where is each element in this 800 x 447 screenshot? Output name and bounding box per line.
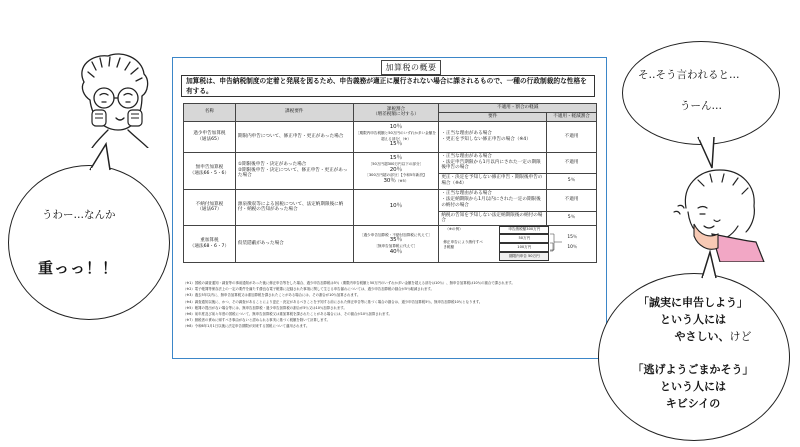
chart-box-100: 100万円 [499, 243, 549, 252]
row-requirement: ①期限後申告・決定があった場合 ②期限後申告・決定について、修正申告・更正があった場合 [235, 152, 353, 189]
header-name: 名称 [184, 104, 236, 122]
row-rate [353, 121, 439, 152]
row-name-sub: （通法65） [197, 136, 222, 142]
rate-note2: ［300万円超の部分］【令和5年新設】 [365, 173, 427, 178]
note-line: （※2）電子帳簿等保存法上の一定の要件を満たす優良な電子帳簿に記録された事項に関して生じる申告漏れについては、過少申告加算税の割合が5％軽減されます。 [183, 287, 434, 292]
left-bubble-line1: うわー…なんか [42, 209, 116, 221]
note-line: （※4）調査通知以後に、かつ、その調査があることにより更正・決定があるべきことを予知する前にされた修正申告等に基づく場合の割合は、過少申告加算税5％、無申告加算税10％となります。 [183, 299, 483, 304]
table-header-row [184, 104, 597, 113]
rate-note1: ［50万円超300万円以下の部分］ [368, 161, 424, 166]
row-name [184, 152, 236, 189]
right-bottom-line1: 「誠実に申告しよう」 [638, 296, 748, 309]
table-row [184, 226, 597, 263]
right-top-speech-bubble [622, 41, 780, 145]
note-line: （※1）国税の調査通知・調査等の事前通知があった後に修正申告等をした場合、過少申告加算税は5％（期限内申告税額と50万円のいずれか多い金額を超える部分は10％）、無申告加算税は10％の割合で課されます。 [183, 281, 515, 285]
row-name-label: 不納付加算税 [195, 201, 224, 207]
rate-note1: ［過少申告加算税・不納付加算税に代えて］ [360, 232, 432, 237]
row-rate [353, 226, 439, 263]
rate-bottom-value: 30％ [383, 178, 396, 185]
rate-top: 10％ [389, 124, 403, 130]
right-bottom-text [603, 294, 783, 412]
left-speech-bubble [8, 165, 170, 320]
header-rate [353, 104, 439, 122]
left-bubble-line2: 重っっ！！ [38, 259, 119, 277]
right-bottom-bubble-tail [696, 250, 726, 280]
right-top-line2: うーん… [680, 100, 722, 112]
row-name-label: 無申告加算税 [195, 164, 224, 170]
rate-top: 15％ [389, 155, 403, 162]
row-rate: 10％ [353, 189, 439, 226]
row-exempt-rate: 不適用 [547, 152, 597, 173]
chart-box-50: 50万円 [499, 234, 549, 243]
document-intro: 加算税は、申告納税制度の定着と発展を図るため、申告義務が適正に履行されない場合に課されるもので、一種の行政制裁的な性格を有する。 [181, 75, 595, 97]
row-requirement: 仮装隠蔽があった場合 [235, 226, 353, 263]
right-bottom-line2: という人には [660, 313, 726, 326]
row-exempt-rate: 不適用 [547, 189, 597, 211]
row-rate [353, 152, 439, 189]
chart-box-filed: 期限内申告 50万円 [499, 252, 549, 261]
right-bottom-line6: キビシイの [665, 397, 721, 410]
row-exempt-req: ・正当な理由がある場合 ・法定納期限から1月以内にされた一定の期限後の納付の場合 [439, 189, 547, 211]
document-title: 加算税の概要 [381, 60, 441, 75]
table-row [184, 152, 597, 173]
right-top-line1: そ‥そう言われると… [638, 69, 740, 81]
rate-note: ［期限内申告税額と50万円のいずれか多い金額を超える部分］（※） [355, 130, 436, 141]
row-name-label: 過少申告加算税 [193, 130, 226, 136]
tax-overview-document [172, 57, 607, 359]
woman-character-illustration [664, 162, 774, 262]
note-line: （※6）前年度及び前々年度の国税について、無申告加算税又は重加算税を課されたことがある場合には、その割合が10％加算されます。 [183, 312, 392, 317]
header-rate-label: 課税割合 [386, 106, 406, 112]
man-character-illustration [62, 48, 162, 148]
row-exempt-req: ・正当な理由がある場合 ・更正を予知しない修正申告の場合（※4） [439, 121, 547, 152]
note-line: （※8）令和6年1月1日以後に法定申告期限が到来する国税について適用されます。 [183, 324, 310, 329]
row-name-sub: （通法68・6・7） [189, 244, 230, 250]
rate-bottom: 15％ [389, 141, 403, 148]
right-bottom-line5: という人には [660, 380, 726, 393]
chart-example-label: （※の例） [445, 227, 463, 232]
chart-brackets [549, 226, 565, 262]
document-notes [183, 280, 597, 330]
row-name [184, 189, 236, 226]
rate-top: 35％ [389, 237, 403, 244]
header-exempt: 不適用・割合の軽減 [439, 104, 597, 113]
rate-mid: 20％ [389, 166, 403, 173]
row-exempt-rate: 5％ [547, 173, 597, 189]
right-bottom-line3a: やさしい、 [674, 330, 730, 343]
row-requirement: 期限内申告について、修正申告・更正があった場合 [235, 121, 353, 152]
note-line: （※5）帳簿の提出がない場合等には、無申告加算税・過少申告加算税の割合が5％又は10％加算されます。 [183, 305, 347, 310]
row-exempt-rate: 5％ [547, 211, 597, 226]
row-exempt-req: 更正・決定を予知しない修正申告・期限後申告の場合（※4） [439, 173, 547, 189]
header-rate-sub: （増差税額に対する） [372, 112, 419, 118]
example-chart-cell [439, 226, 597, 263]
row-exempt-req: 納税の告知を予知しない法定納期限後の納付の場合 [439, 211, 547, 226]
header-exempt-rate: 不適用・軽減割合 [547, 112, 597, 121]
row-name-label: 重加算税 [200, 238, 219, 244]
row-name [184, 121, 236, 152]
row-name-sub: （通法67） [197, 207, 222, 213]
chart-box-total: 申告納税額300万円 [499, 226, 549, 234]
note-line: （※3）過去5年以内に、無申告加算税又は重加算税を課されたことがある場合には、その割合が10％加算されます。 [183, 293, 361, 298]
row-name [184, 226, 236, 263]
header-exempt-req: 要件 [439, 112, 547, 121]
rate-bottom [356, 179, 437, 185]
note-line: （※7）納税者の責めに帰すべき事由がないと認められる事実に基づく税額を除いて計算します。 [183, 318, 331, 323]
example-chart [439, 226, 596, 262]
table-row [184, 121, 597, 152]
left-bubble-tail [86, 142, 126, 172]
header-requirement: 課税要件 [235, 104, 353, 122]
row-exempt-rate: 不適用 [547, 121, 597, 152]
tax-table [183, 103, 597, 263]
chart-pct-15: 15％ [567, 235, 578, 241]
rate-note2: ［無申告加算税に代えて］ [374, 244, 418, 249]
row-name-sub: （通法66・5・6） [189, 170, 230, 176]
table-row [184, 189, 597, 211]
row-requirement: 源泉徴収等による国税について、法定納期限後に納付・納税の告知があった場合 [235, 189, 353, 226]
right-bottom-line3 [603, 328, 783, 345]
right-bottom-line3b: けど [729, 330, 752, 343]
chart-pct-10: 10％ [567, 245, 578, 251]
right-bottom-line4: 「逃げようごまかそう」 [632, 363, 754, 376]
chart-left-label: 修正申告により納付すべき税額 [443, 240, 483, 249]
rate-bottom: 40％ [389, 248, 403, 255]
rate-bottom-note: （※5） [395, 179, 409, 184]
row-exempt-req: ・正当な理由がある場合 ・法定申告期限から1月以内にされた一定の期限後申告の場合 [439, 152, 547, 173]
